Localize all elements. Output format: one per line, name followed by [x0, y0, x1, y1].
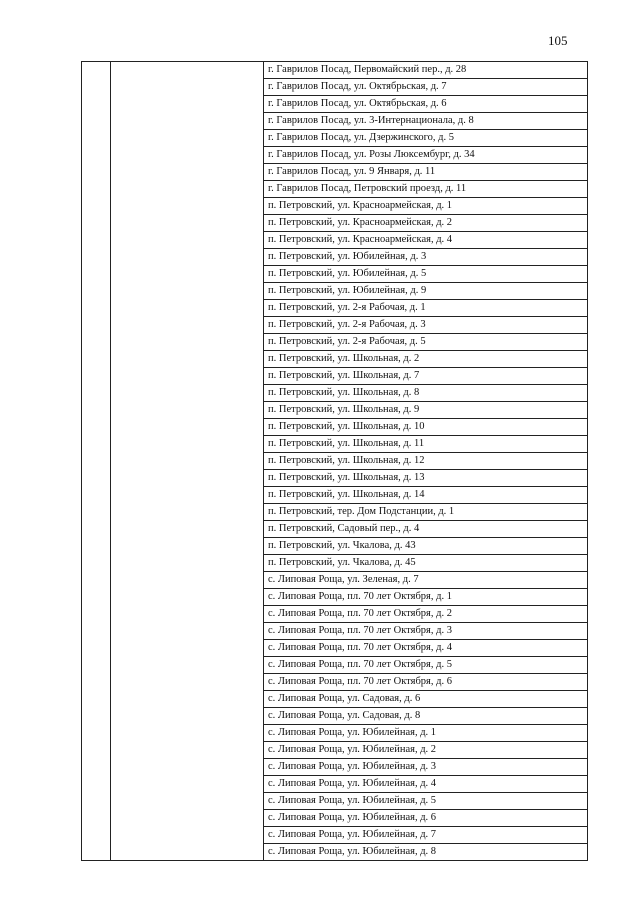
address-cell: г. Гаврилов Посад, ул. Дзержинского, д. 5: [264, 130, 588, 147]
address-cell: п. Петровский, ул. 2-я Рабочая, д. 5: [264, 334, 588, 351]
address-cell: п. Петровский, ул. Школьная, д. 8: [264, 385, 588, 402]
address-cell: п. Петровский, ул. Чкалова, д. 43: [264, 538, 588, 555]
address-cell: п. Петровский, тер. Дом Подстанции, д. 1: [264, 504, 588, 521]
address-cell: г. Гаврилов Посад, Первомайский пер., д. 28: [264, 62, 588, 79]
address-cell: п. Петровский, ул. 2-я Рабочая, д. 3: [264, 317, 588, 334]
page-number: 105: [548, 33, 568, 48]
address-table: [81, 61, 588, 861]
address-cell: с. Липовая Роща, пл. 70 лет Октября, д. 5: [264, 657, 588, 674]
address-cell: п. Петровский, Садовый пер., д. 4: [264, 521, 588, 538]
address-cell: п. Петровский, ул. Юбилейная, д. 9: [264, 283, 588, 300]
address-cell: п. Петровский, ул. Школьная, д. 9: [264, 402, 588, 419]
address-cell: п. Петровский, ул. Красноармейская, д. 2: [264, 215, 588, 232]
address-cell: п. Петровский, ул. Школьная, д. 7: [264, 368, 588, 385]
address-cell: с. Липовая Роща, пл. 70 лет Октября, д. 3: [264, 623, 588, 640]
name-column-cell: [111, 62, 264, 861]
address-cell: с. Липовая Роща, ул. Юбилейная, д. 3: [264, 759, 588, 776]
address-cell: п. Петровский, ул. Красноармейская, д. 1: [264, 198, 588, 215]
address-cell: с. Липовая Роща, ул. Юбилейная, д. 7: [264, 827, 588, 844]
address-cell: г. Гаврилов Посад, ул. Розы Люксембург, д. 34: [264, 147, 588, 164]
address-cell: г. Гаврилов Посад, ул. 3-Интернационала, д. 8: [264, 113, 588, 130]
address-cell: с. Липовая Роща, пл. 70 лет Октября, д. 2: [264, 606, 588, 623]
address-cell: с. Липовая Роща, пл. 70 лет Октября, д. 6: [264, 674, 588, 691]
address-cell: п. Петровский, ул. Школьная, д. 12: [264, 453, 588, 470]
address-cell: с. Липовая Роща, ул. Садовая, д. 8: [264, 708, 588, 725]
address-cell: п. Петровский, ул. Чкалова, д. 45: [264, 555, 588, 572]
table-row: [82, 62, 588, 79]
address-cell: п. Петровский, ул. 2-я Рабочая, д. 1: [264, 300, 588, 317]
address-cell: с. Липовая Роща, ул. Юбилейная, д. 2: [264, 742, 588, 759]
address-cell: с. Липовая Роща, пл. 70 лет Октября, д. 1: [264, 589, 588, 606]
address-cell: с. Липовая Роща, ул. Юбилейная, д. 4: [264, 776, 588, 793]
address-cell: г. Гаврилов Посад, ул. Октябрьская, д. 7: [264, 79, 588, 96]
address-cell: г. Гаврилов Посад, Петровский проезд, д. 11: [264, 181, 588, 198]
address-cell: п. Петровский, ул. Школьная, д. 11: [264, 436, 588, 453]
address-cell: п. Петровский, ул. Школьная, д. 14: [264, 487, 588, 504]
address-cell: п. Петровский, ул. Красноармейская, д. 4: [264, 232, 588, 249]
address-cell: с. Липовая Роща, ул. Зеленая, д. 7: [264, 572, 588, 589]
address-cell: п. Петровский, ул. Школьная, д. 2: [264, 351, 588, 368]
address-table-body: [82, 62, 588, 861]
address-cell: г. Гаврилов Посад, ул. Октябрьская, д. 6: [264, 96, 588, 113]
address-cell: п. Петровский, ул. Юбилейная, д. 3: [264, 249, 588, 266]
address-cell: с. Липовая Роща, пл. 70 лет Октября, д. 4: [264, 640, 588, 657]
address-cell: с. Липовая Роща, ул. Садовая, д. 6: [264, 691, 588, 708]
address-cell: с. Липовая Роща, ул. Юбилейная, д. 5: [264, 793, 588, 810]
address-cell: г. Гаврилов Посад, ул. 9 Января, д. 11: [264, 164, 588, 181]
address-cell: п. Петровский, ул. Юбилейная, д. 5: [264, 266, 588, 283]
number-column-cell: [82, 62, 111, 861]
address-cell: с. Липовая Роща, ул. Юбилейная, д. 6: [264, 810, 588, 827]
address-cell: с. Липовая Роща, ул. Юбилейная, д. 8: [264, 844, 588, 861]
address-cell: п. Петровский, ул. Школьная, д. 10: [264, 419, 588, 436]
address-cell: п. Петровский, ул. Школьная, д. 13: [264, 470, 588, 487]
address-cell: с. Липовая Роща, ул. Юбилейная, д. 1: [264, 725, 588, 742]
